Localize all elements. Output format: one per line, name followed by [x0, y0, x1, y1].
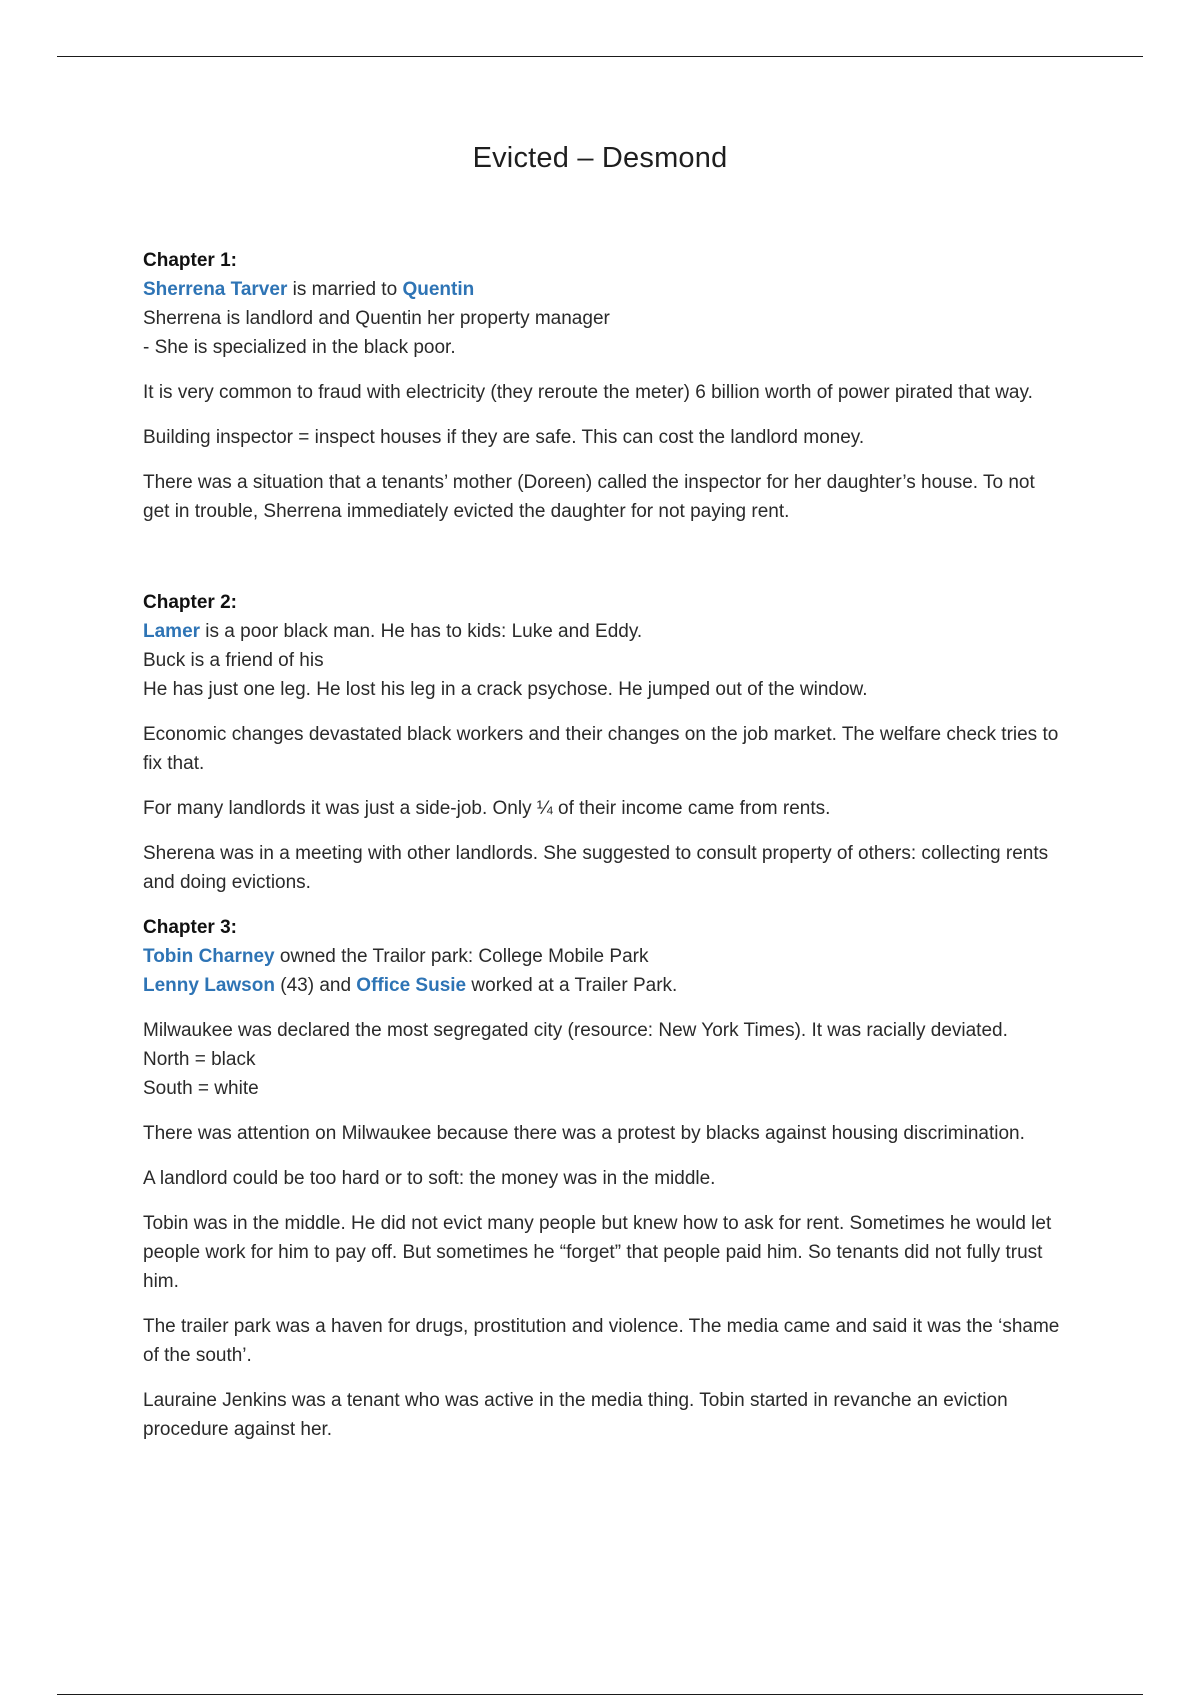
- person-name: Sherrena Tarver: [143, 279, 288, 300]
- chapter-heading: Chapter 2:: [143, 592, 237, 613]
- person-name: Lamer: [143, 621, 201, 642]
- chapter-3-intro-1: [143, 942, 1063, 971]
- paragraph: For many landlords it was just a side-job. Only ¼ of their income came from rents.: [143, 798, 831, 819]
- paragraph: Sherena was in a meeting with other landlords. She suggested to consult property of others: collecting rents and doing evictions.: [143, 843, 1049, 893]
- paragraph-line: North = black: [143, 1049, 256, 1070]
- person-name: Quentin: [402, 279, 475, 300]
- paragraph: Lauraine Jenkins was a tenant who was active in the media thing. Tobin started in revanche an eviction procedure against her.: [143, 1390, 1008, 1440]
- paragraph-line: South = white: [143, 1078, 259, 1099]
- person-name: Lenny Lawson: [143, 975, 275, 996]
- paragraph-line: He has just one leg. He lost his leg in a crack psychose. He jumped out of the window.: [143, 679, 868, 700]
- document-body: [143, 246, 1063, 1460]
- document-title: Evicted – Desmond: [472, 142, 728, 174]
- chapter-3-heading: [143, 913, 1063, 942]
- chapter-2-heading: [143, 588, 1063, 617]
- person-name: Tobin Charney: [143, 946, 275, 967]
- chapter-3-intro-2: [143, 971, 1063, 1000]
- text-run: worked at a Trailer Park.: [466, 975, 678, 996]
- paragraph: It is very common to fraud with electricity (they reroute the meter) 6 billion worth of power pirated that way.: [143, 382, 1033, 403]
- paragraph-line: - She is specialized in the black poor.: [143, 337, 456, 358]
- text-run: owned the Trailor park: College Mobile Park: [274, 946, 649, 967]
- text-run: (43) and: [274, 975, 357, 996]
- person-name: Office Susie: [356, 975, 467, 996]
- paragraph: Building inspector = inspect houses if they are safe. This can cost the landlord money.: [143, 427, 865, 448]
- chapter-heading: Chapter 3:: [143, 917, 237, 938]
- section-spacer: [143, 542, 1063, 588]
- paragraph-line: Sherrena is landlord and Quentin her property manager: [143, 308, 610, 329]
- paragraph: There was a situation that a tenants’ mother (Doreen) called the inspector for her daughter’s house. To not get in trouble, Sherrena immediately evicted the daughter for not paying rent.: [143, 472, 1035, 522]
- paragraph-line: Buck is a friend of his: [143, 650, 324, 671]
- text-run: is married to: [287, 279, 403, 300]
- text-run: is a poor black man. He has to kids: Luke and Eddy.: [200, 621, 643, 642]
- paragraph: The trailer park was a haven for drugs, prostitution and violence. The media came and said it was the ‘shame of the south’.: [143, 1316, 1060, 1366]
- paragraph: Economic changes devastated black workers and their changes on the job market. The welfare check tries to fix that.: [143, 724, 1059, 774]
- paragraph: Tobin was in the middle. He did not evict many people but knew how to ask for rent. Sometimes he would let people work for him to pay off. But sometimes he “forget” that people paid him. So tenants did not fully trust him.: [143, 1213, 1052, 1292]
- chapter-1-intro: [143, 275, 1063, 304]
- header-rule: [57, 56, 1143, 57]
- paragraph: A landlord could be too hard or to soft: the money was in the middle.: [143, 1168, 716, 1189]
- paragraph: Milwaukee was declared the most segregated city (resource: New York Times). It was racially deviated.: [143, 1020, 1008, 1041]
- chapter-heading: Chapter 1:: [143, 250, 237, 271]
- chapter-1-heading: [143, 246, 1063, 275]
- footer-rule: [57, 1694, 1143, 1695]
- chapter-2-intro: [143, 617, 1063, 646]
- paragraph: There was attention on Milwaukee because there was a protest by blacks against housing discrimination.: [143, 1123, 1025, 1144]
